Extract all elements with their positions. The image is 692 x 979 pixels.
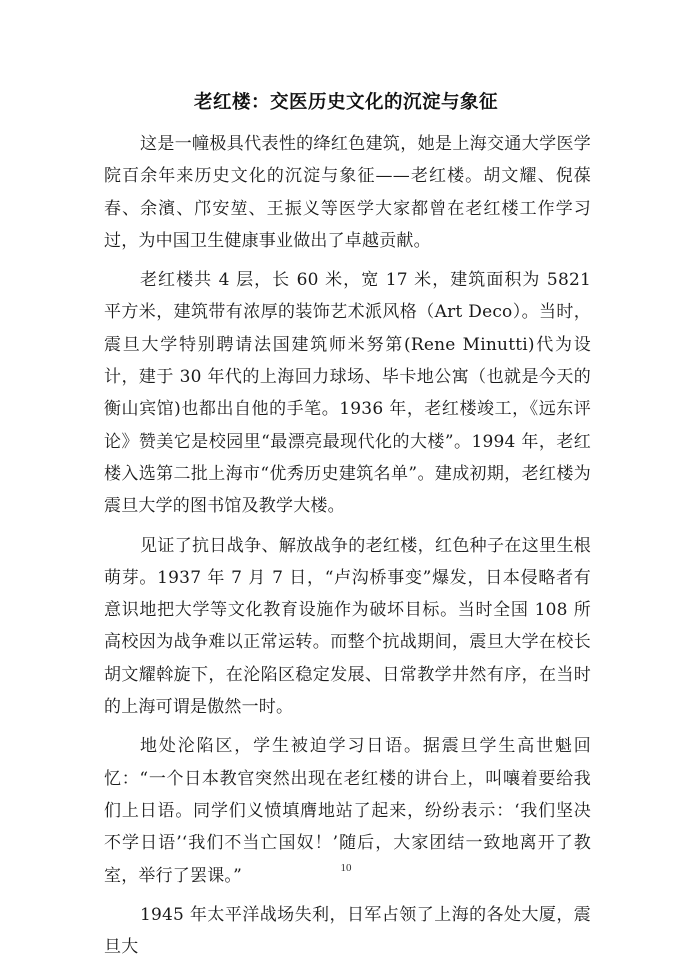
paragraph-3: 见证了抗日战争、解放战争的老红楼，红色种子在这里生根萌芽。1937 年 7 月 7 日，“卢沟桥事变”爆发，日本侵略者有意识地把大学等文化教育设施作为破坏目标。当时全国 108 所高校因为战争难以正常运转。而整个抗战期间，震旦大学在校长胡文耀斡旋下，在沦陷区稳定发展、日常教学井然有序，在当时的上海可谓是傲然一时。 [104, 535, 591, 718]
paragraph-4: 地处沦陷区，学生被迫学习日语。据震旦学生高世魁回忆：“一个日本教官突然出现在老红楼的讲台上，叫嚷着要给我们上日语。同学们义愤填膺地站了起来，纷纷表示：‘我们坚决不学日语’‘我们不当亡国奴！’随后，大家团结一致地离开了教室，举行了罢课。” [104, 736, 591, 886]
document-title: 老红楼：交医历史文化的沉淀与象征 [193, 92, 498, 113]
paragraph-1: 这是一幢极具代表性的绛红色建筑，她是上海交通大学医学院百余年来历史文化的沉淀与象征——老红楼。胡文耀、倪葆春、余濱、邝安堃、王振义等医学大家都曾在老红楼工作学习过，为中国卫生健康事业做出了卓越贡献。 [104, 134, 591, 251]
paragraph-5: 1945 年太平洋战场失利，日军占领了上海的各处大厦，震旦大 [104, 904, 591, 958]
paragraph-2: 老红楼共 4 层，长 60 米，宽 17 米，建筑面积为 5821 平方米，建筑带有浓厚的装饰艺术派风格（Art Deco）。当时，震旦大学特别聘请法国建筑师米努第(Rene Minutti)代为设计，建于 30 年代的上海回力球场、毕卡地公寓（也就是今天的衡山宾馆)也都出自他的手笔。1936 年，老红楼竣工，《远东评论》赞美它是校园里“最漂亮最现代化的大楼”。1994 年，老红楼入选第二批上海市“优秀历史建筑名单”。建成初期，老红楼为震旦大学的图书馆及教学大楼。 [104, 270, 591, 517]
page-number: 10 [340, 862, 352, 874]
document-body [104, 128, 591, 970]
